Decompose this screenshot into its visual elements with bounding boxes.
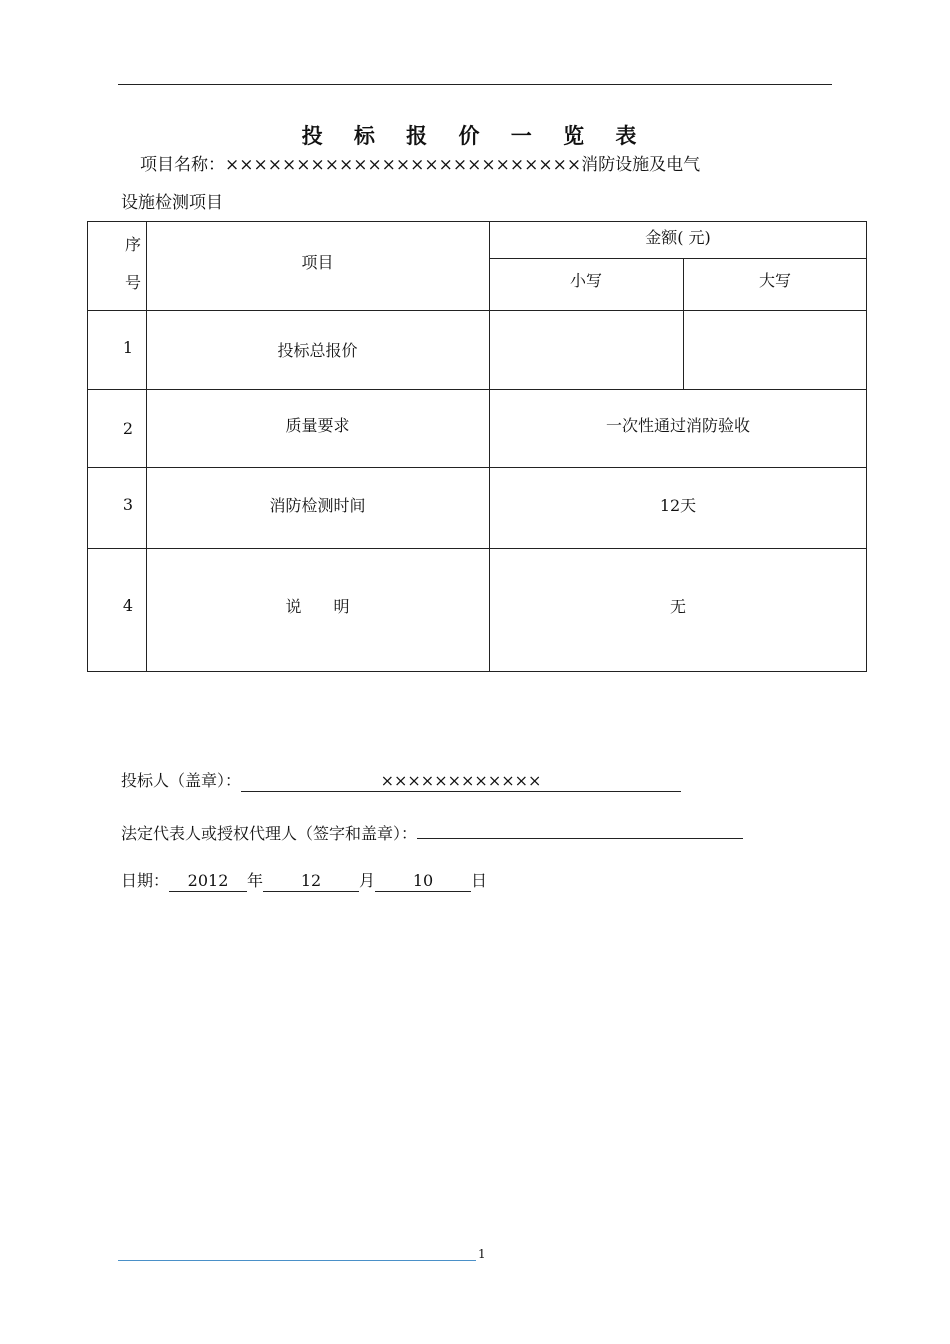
- page-number: 1: [478, 1247, 486, 1261]
- representative-label: 法定代表人或授权代理人（签字和盖章）：: [121, 824, 418, 843]
- row-4-no: 4: [122, 595, 134, 615]
- project-name-line1: 项目名称：×××××××××××××××××××××××××消防设施及电气: [140, 155, 701, 175]
- quote-table: [87, 221, 867, 672]
- year-unit: 年: [247, 871, 264, 890]
- row-1-upper: [683, 310, 867, 389]
- row-4-value: 无: [669, 596, 686, 616]
- day-field[interactable]: 10: [375, 871, 471, 892]
- year-field[interactable]: 2012: [169, 871, 247, 892]
- amount-header: 金额( 元): [645, 227, 711, 247]
- header-rule: [118, 84, 832, 85]
- month-unit: 月: [359, 871, 376, 890]
- row-1-item: 投标总报价: [277, 341, 358, 360]
- representative-field[interactable]: [417, 818, 743, 839]
- row-2-no: 2: [122, 418, 134, 438]
- day-unit: 日: [471, 871, 488, 890]
- date-line: [121, 868, 487, 892]
- row-1-no: 1: [122, 337, 134, 357]
- bidder-field[interactable]: ××××××××××××: [241, 771, 681, 792]
- document-title: 投 标 报 价 一 览 表: [301, 124, 649, 148]
- lower-header: 小写: [569, 270, 602, 290]
- date-label: 日期：: [121, 871, 170, 890]
- item-header: 项目: [301, 252, 334, 272]
- upper-header: 大写: [758, 270, 791, 290]
- bidder-label: 投标人（盖章）：: [121, 771, 242, 790]
- row-4-item: 说 明: [285, 596, 350, 616]
- bidder-line: [121, 768, 681, 792]
- representative-line: [121, 818, 743, 844]
- project-name-line2: 设施检测项目: [121, 193, 223, 213]
- row-2-value: 一次性通过消防验收: [605, 415, 750, 435]
- row-3-value: 12天: [659, 495, 697, 515]
- row-3-no: 3: [122, 494, 134, 514]
- seq-header-2: 号: [125, 273, 142, 292]
- row-1-lower: [489, 310, 683, 389]
- seq-header-1: 序: [125, 235, 142, 254]
- month-field[interactable]: 12: [263, 871, 359, 892]
- footer-rule: [118, 1260, 476, 1261]
- row-2-item: 质量要求: [285, 415, 350, 435]
- row-3-item: 消防检测时间: [269, 495, 366, 515]
